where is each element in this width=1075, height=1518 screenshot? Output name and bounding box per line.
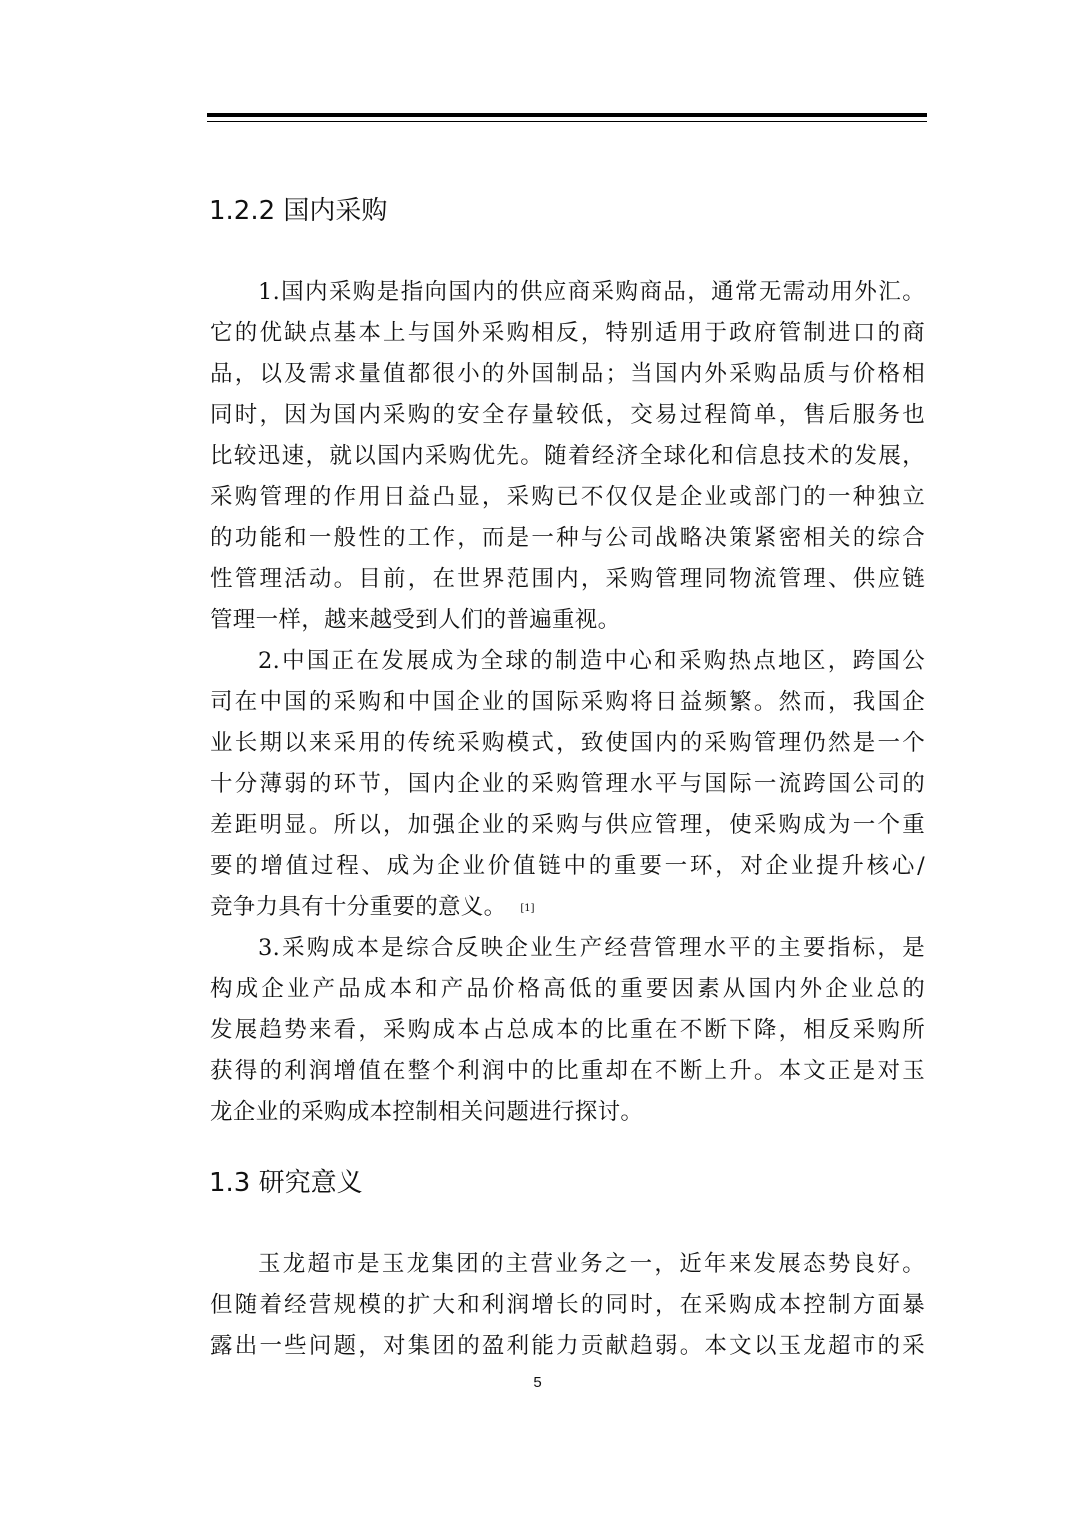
body-line xyxy=(0,928,1075,968)
body-line-text-content: 竞争力具有十分重要的意义。 xyxy=(210,894,507,920)
body-line-text xyxy=(210,887,925,929)
header-rule-thick xyxy=(207,113,927,117)
body-line-text: 品，以及需求量值都很小的外国制品；当国内外采购品质与价格相 xyxy=(210,361,925,387)
body-line xyxy=(0,805,1075,845)
body-line-text: 要的增值过程、成为企业价值链中的重要一环，对企业提升核心/ xyxy=(210,853,925,879)
body-line xyxy=(0,846,1075,886)
body-line xyxy=(0,1092,1075,1132)
body-line-text: 龙企业的采购成本控制相关问题进行探讨。 xyxy=(210,1099,644,1125)
body-line xyxy=(0,436,1075,476)
citation-mark: [1] xyxy=(520,903,535,914)
body-line-text: 同时，因为国内采购的安全存量较低，交易过程简单，售后服务也 xyxy=(210,402,925,428)
body-line xyxy=(0,559,1075,599)
body-line xyxy=(0,764,1075,804)
body-line xyxy=(0,682,1075,722)
body-line-text: 管理一样，越来越受到人们的普遍重视。 xyxy=(210,607,621,633)
section-heading-1-2-2: 1.2.2 国内采购 xyxy=(209,196,388,226)
body-line xyxy=(0,1051,1075,1091)
body-line-text: 性管理活动。目前，在世界范围内，采购管理同物流管理、供应链 xyxy=(210,566,925,592)
body-line xyxy=(0,1010,1075,1050)
body-line-text: 十分薄弱的环节，国内企业的采购管理水平与国际一流跨国公司的 xyxy=(210,771,925,797)
body-line xyxy=(0,723,1075,763)
body-line-text: 玉龙超市是玉龙集团的主营业务之一，近年来发展态势良好。 xyxy=(258,1251,925,1277)
body-line-text: 业长期以来采用的传统采购模式，致使国内的采购管理仍然是一个 xyxy=(210,730,925,756)
body-line-text: 2.中国正在发展成为全球的制造中心和采购热点地区，跨国公 xyxy=(258,648,925,674)
body-line xyxy=(0,641,1075,681)
body-line xyxy=(0,887,1075,927)
body-line xyxy=(0,477,1075,517)
body-line-text: 露出一些问题，对集团的盈利能力贡献趋弱。本文以玉龙超市的采 xyxy=(210,1333,925,1359)
body-line-text: 但随着经营规模的扩大和利润增长的同时，在采购成本控制方面暴 xyxy=(210,1292,925,1318)
body-line xyxy=(0,600,1075,640)
body-line-text: 构成企业产品成本和产品价格高低的重要因素从国内外企业总的 xyxy=(210,976,925,1002)
body-line-text: 它的优缺点基本上与国外采购相反，特别适用于政府管制进口的商 xyxy=(210,320,925,346)
page-number: 5 xyxy=(533,1374,542,1391)
body-line xyxy=(0,1285,1075,1325)
body-line xyxy=(0,1244,1075,1284)
body-line xyxy=(0,272,1075,312)
body-line-text: 差距明显。所以，加强企业的采购与供应管理，使采购成为一个重 xyxy=(210,812,925,838)
body-line xyxy=(0,518,1075,558)
body-line-text: 获得的利润增值在整个利润中的比重却在不断上升。本文正是对玉 xyxy=(210,1058,925,1084)
body-line xyxy=(0,313,1075,353)
section-heading-1-3: 1.3 研究意义 xyxy=(209,1168,363,1198)
body-line-text: 的功能和一般性的工作，而是一种与公司战略决策紧密相关的综合 xyxy=(210,525,925,551)
body-line xyxy=(0,1326,1075,1366)
header-rule-thin xyxy=(207,121,927,122)
body-line-text: 发展趋势来看，采购成本占总成本的比重在不断下降，相反采购所 xyxy=(210,1017,925,1043)
body-line xyxy=(0,969,1075,1009)
body-line-text: 1.国内采购是指向国内的供应商采购商品，通常无需动用外汇。 xyxy=(258,279,925,305)
body-line-text: 司在中国的采购和中国企业的国际采购将日益频繁。然而，我国企 xyxy=(210,689,925,715)
body-line-text: 3.采购成本是综合反映企业生产经营管理水平的主要指标，是 xyxy=(258,935,925,961)
body-line xyxy=(0,354,1075,394)
body-line xyxy=(0,395,1075,435)
body-line-text: 采购管理的作用日益凸显，采购已不仅仅是企业或部门的一种独立 xyxy=(210,484,925,510)
body-line-text: 比较迅速，就以国内采购优先。随着经济全球化和信息技术的发展， xyxy=(210,443,925,469)
